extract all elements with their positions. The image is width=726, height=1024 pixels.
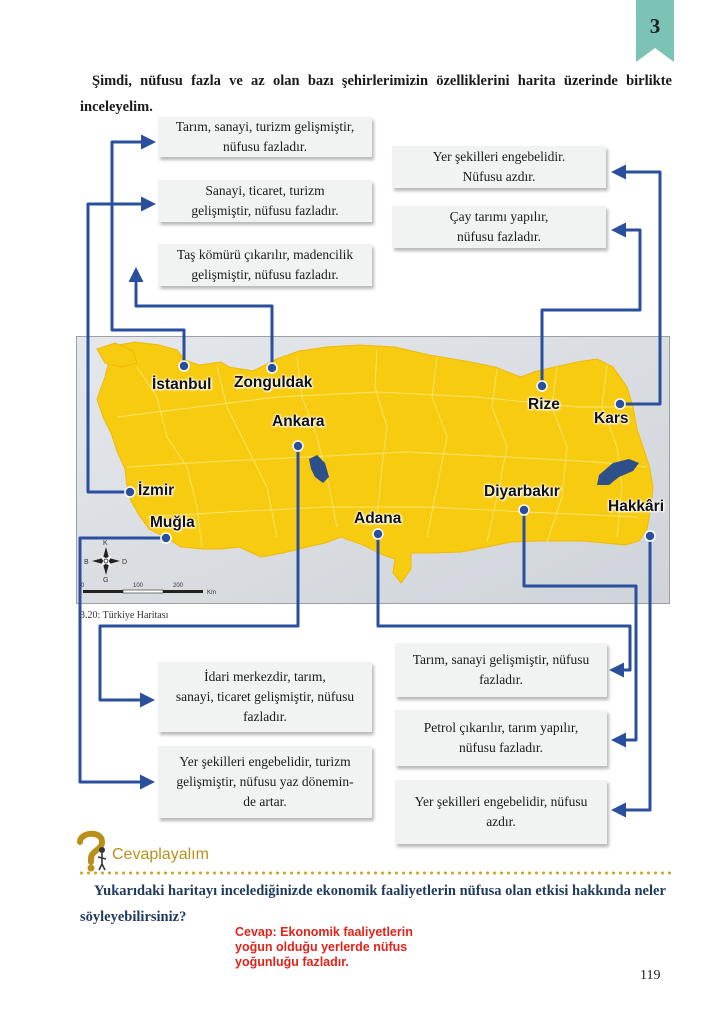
city-label-mugla: Muğla: [150, 514, 195, 531]
city-label-adana: Adana: [354, 510, 402, 527]
scale-tick-0: 0: [81, 583, 85, 589]
card-ankara: İdari merkezdir, tarım, sanayi, ticaret gelişmiştir, nüfusu fazladır.: [158, 662, 372, 732]
compass-west: B: [84, 559, 89, 566]
card-hakkari: Yer şekilleri engebelidir, nüfusu azdır.: [395, 780, 607, 844]
city-label-izmir: İzmir: [138, 482, 175, 499]
card-mugla: Yer şekilleri engebelidir, turizm gelişmiştir, nüfusu yaz dönemin- de artar.: [158, 746, 372, 818]
card-kars: Yer şekilleri engebelidir. Nüfusu azdır.: [392, 146, 606, 188]
scale-tick-200: 200: [173, 583, 184, 589]
city-label-istanbul: İstanbul: [152, 376, 212, 393]
cevaplayalim-title: Cevaplayalım: [112, 846, 209, 863]
chapter-tab: [636, 0, 674, 62]
chapter-number: 3: [649, 14, 661, 38]
city-label-diyarbakir: Diyarbakır: [484, 483, 560, 500]
city-label-zonguldak: Zonguldak: [234, 374, 313, 391]
card-adana: Tarım, sanayi gelişmiştir, nüfusu fazladır.: [395, 643, 607, 697]
answer-text: Cevap: Ekonomik faaliyetlerin yoğun olduğu yerlerde nüfus yoğunluğu fazladır.: [235, 925, 413, 969]
scale-unit: Km: [207, 590, 216, 596]
scale-bar: [83, 590, 203, 593]
city-label-kars: Kars: [594, 410, 629, 427]
city-label-rize: Rize: [528, 396, 560, 413]
question-text: Yukarıdaki haritayı incelediğinizde ekonomik faaliyetlerin nüfusa olan etkisi hakkında neler söyleyebilirsiniz?: [80, 883, 666, 925]
intro-text: Şimdi, nüfusu fazla ve az olan bazı şehirlerimizin özelliklerini harita üzerinde birlikte inceleyelim.: [80, 73, 672, 115]
compass-east: D: [122, 559, 128, 566]
card-istanbul: Tarım, sanayi, turizm gelişmiştir, nüfusu fazladır.: [158, 117, 372, 157]
city-label-hakkari: Hakkâri: [608, 498, 665, 515]
card-diyarbakir: Petrol çıkarılır, tarım yapılır, nüfusu fazladır.: [395, 710, 607, 766]
card-izmir: Sanayi, ticaret, turizm gelişmiştir, nüfusu fazladır.: [158, 180, 372, 222]
compass-north: K: [103, 540, 108, 547]
card-rize: Çay tarımı yapılır, nüfusu fazladır.: [392, 206, 606, 248]
compass-south: G: [103, 577, 109, 584]
city-label-ankara: Ankara: [272, 413, 325, 430]
card-zonguldak: Taş kömürü çıkarılır, madencilik gelişmiştir, nüfusu fazladır.: [158, 244, 372, 286]
page-number: 119: [640, 968, 661, 983]
dotted-divider: [78, 871, 672, 875]
scale-tick-100: 100: [133, 583, 144, 589]
map-caption: 3.20: Türkiye Haritası: [80, 610, 169, 621]
question-mark-icon: [72, 828, 112, 872]
